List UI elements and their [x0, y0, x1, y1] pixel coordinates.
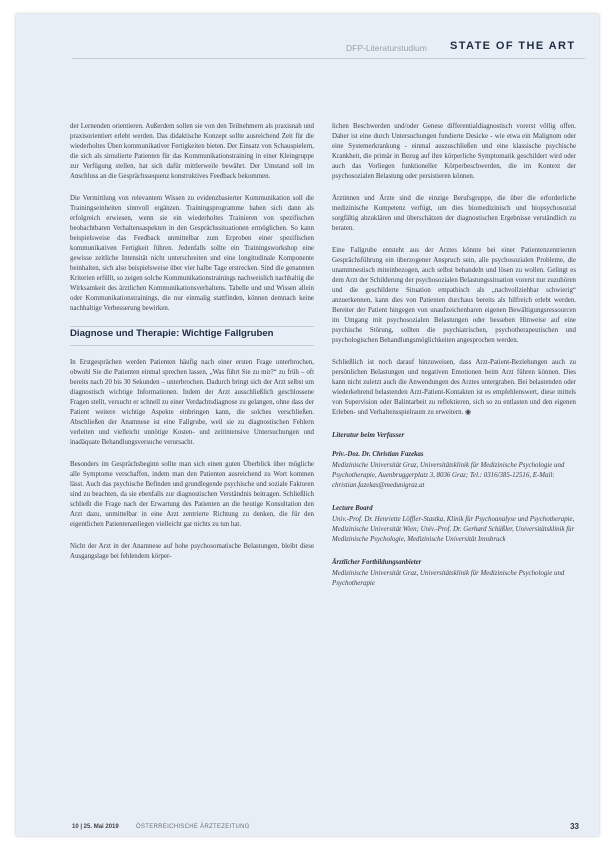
paragraph: In Erstgesprächen werden Patienten häufig nach einer ersten Frage unterbrochen, obwohl Sie die Patienten einmal sprechen lassen, „Was führt Sie zu mir?“ zu früh – oft bereits nach 20 bis 30 Sekunden – unterbrochen. Dadurch bringt sich der Arzt selbst um diagnostisch wichtige Informationen. Indem der Arzt ausschließlich geschlossene Fragen stellt, versucht er schnell zu einer Verdachtsdiagnose zu gelangen, ohne dass der Patient weitere wichtige Aspekte einbringen kann, die solches verschließen. Abschließen der Anamnese ist eine Fallgrube, weil sie zu diagnostischen Fehlern verleiten und vielleicht unnötige Kosten- und zeitintensive Untersuchungen und inadäquate Behandlungsversuche verursacht.	[70, 359, 314, 446]
paragraph: Ärztinnen und Ärzte sind die einzige Berufsgruppe, die über die erforderliche medizinische Kompetenz verfügt, um dies biomedizinisch und biopsychosozial sorgfältig abzuklären und überschätzen der diagnostischen Ergebnisse verständlich zu beraten.	[332, 195, 576, 232]
header-divider	[72, 58, 585, 59]
page-footer	[72, 824, 579, 836]
left-column	[70, 122, 314, 574]
author-name: Priv.-Doz. Dr. Christian Fazekas	[332, 451, 424, 458]
section-title: STATE OF THE ART	[450, 40, 576, 52]
paragraph: Die Vermittlung von relevantem Wissen zu evidenzbasierter Kommunikation soll die Trainingseinheiten sinnvoll ergänzen. Trainingsprogramme haben sich dann als erfolgreich erwiesen, wenn sie ein wiederholtes Trainieren von spezifischen beobachtbaren Verhaltensaspekten in den Gesprächssituationen ermöglichen. So kann beispielsweise das Feedback unmittelbar zum Erproben einer spezifischen kommunikativen Fertigkeit führen. Jedenfalls sollte ein Trainingsworkshop eine gewisse zeitliche Intensität nicht unterschreiten und eine longitudinale Komponente beinhalten, sich also beispielsweise über vier halbe Tage erstrecken. Sind die genannten Kriterien erfüllt, so zeigen solche Kommunikationstrainings nachweislich nachhaltig die Wirksamkeit des ärztlichen Kommunikationsverhaltens. Tabelle und und Wissen allein oder Kommunikationstrainings, die nur einmalig stattfinden, können demnach keine nachhaltige Verbesserung bewirken.	[70, 195, 314, 312]
author-affiliation: Medizinische Universität Graz, Universitätsklinik für Medizinische Psychologie und Psychotherapie, Auenbruggerplatz 3, 8036 Graz; Tel.: 0316/385-12516, E-Mail: christian.fazekas@medunigraz.at	[332, 462, 565, 489]
heading-divider	[70, 345, 314, 346]
organizer-text: Medizinische Universität Graz, Universitätsklinik für Medizinische Psychologie und Psychotherapie	[332, 570, 565, 587]
page-header	[16, 40, 599, 56]
organizer-heading: Ärztlicher Fortbildungsanbieter	[332, 559, 422, 566]
paragraph: Nicht der Arzt in der Anamnese auf hohe psychosomatische Belastungen, bleibt diese Ausgangslage bei fehlendem körper-	[70, 543, 314, 560]
lecture-board-block	[332, 504, 576, 545]
paragraph: Eine Fallgrube entsteht aus der Arztes könnte bei einer Patientenzentrierten Gesprächsführung ein überzogener Anspruch sein, alle psychosozialen Probleme, die unammnestisch miteinbezogen, auch selbst behandeln und lösen zu wollen. Gelingt es dem Arzt der Schilderung der psychosozialen Belastungssituation vorerst nur zuzuhören und die geschilderte Situation empathisch als „nachvollziehbar schwierig“ anzuerkennen, kann dies von Patienten durchaus bereits als hilfreich erlebt werden. Bereiter der Patient hingegen von unaufzeichenbaren eigenen Bewältigungsressourcen im Umgang mit psychosozialen Belastungen oder besseben Hinweise auf eine psychische Störung, sollten die psychiatrischen, psychotherapeutischen und psychologischen Behandlungsmöglichkeiten angesprochen werden.	[332, 247, 576, 344]
issue-date: 10 | 25. Mai 2019	[72, 824, 119, 830]
organizer-block	[332, 558, 576, 589]
author-block	[332, 450, 576, 491]
paragraph: der Lernenden orientieren. Außerdem sollen sie von den Teilnehmern als praxisnah und praxisorientiert erlebt werden. Das didaktische Konzept sollte ausreichend Zeit für die wiederholtes Üben kommunikativer Fertigkeiten bieten. Der Einsatz von Schauspielern, die sich als simulierte Patienten für das Kommunikationstraining in einer Kleingruppe zur Verfügung stellen, hat sich dafür mittlerweile bewährt. Der Umstand soll im Anschluss an die Gesprächssequenz konstruktives Feedback bekommen.	[70, 123, 314, 180]
paragraph: lichen Beschwerden und/oder Genese differentialdiagnostisch vorerst völlig offen. Daher ist eine durch Untersuchungen fundierte Desicke - wie etwa ein Malignom oder eine Systemerkrankung - einmal auszuschließen und eine klassische psychische Krankheit, die primär in Bezug auf ihre körperliche Symptomatik geschildert wird oder auch das Vorliegen funktioneller Körperbeschwerden, die im Kontext der psychosozialen Belastung oder persistieren können.	[332, 123, 576, 180]
lecture-board-heading: Lecture Board	[332, 505, 373, 512]
section-label: DFP-Literaturstudium	[346, 43, 427, 53]
journal-page	[16, 14, 599, 836]
section-heading: Diagnose und Therapie: Wichtige Fallgruben	[70, 326, 314, 339]
publication-name: ÖSTERREICHISCHE ÄRZTEZEITUNG	[136, 824, 250, 830]
lecture-board-members: Univ.-Prof. Dr. Henriette Löffler-Stastka, Klinik für Psychoanalyse und Psychotherapie, Medizinische Universität Wien; Univ.-Prof. Dr. Gerhard Schüßler, Universitätsklinik für Medizinische Psychologie, Medizinische Universität Innsbruck	[332, 516, 575, 543]
page-number: 33	[570, 822, 579, 831]
paragraph: Schließlich ist noch darauf hinzuweisen, dass Arzt-Patient-Beziehungen auch zu persönlichen Belastungen und negativen Emotionen beim Arzt führen können. Dies kann nicht zuletzt auch die Anwendungen des Arztes untergraben. Bei belastenden oder wiederkehrend belastenden Arzt-Patient-Kontakten ist es empfehlenswert, diese mittels von Supervision oder Balintarbeit zu reflektieren, sich so zu entlasten und den eigenen Erleben- und Verhaltensspielraum zu erweitern. ◉	[332, 359, 576, 416]
paragraph: Besonders im Gesprächsbeginn sollte man sich einen guten Überblick über mögliche alle Symptome verschaffen, indem man den Patienten ausreichend zu Wort kommen lässt. Auch das psychische Befinden und grundlegende psychische und soziale Faktoren sind zu beachten, da sie ebenfalls zur diagnostischen Verständnis beitragen. Schließlich schließt die Frage nach der Erwartung des Patienten an die heutige Konsultation den Arzt dazu, unmittelbar in eine Arzt zentrierte Richtung zu denken, die für den eigentlichen Patientenanliegen vielleicht gar nichts zu tun hat.	[70, 461, 314, 528]
right-column	[332, 122, 576, 602]
author-heading: Literatur beim Verfasser	[332, 431, 405, 439]
